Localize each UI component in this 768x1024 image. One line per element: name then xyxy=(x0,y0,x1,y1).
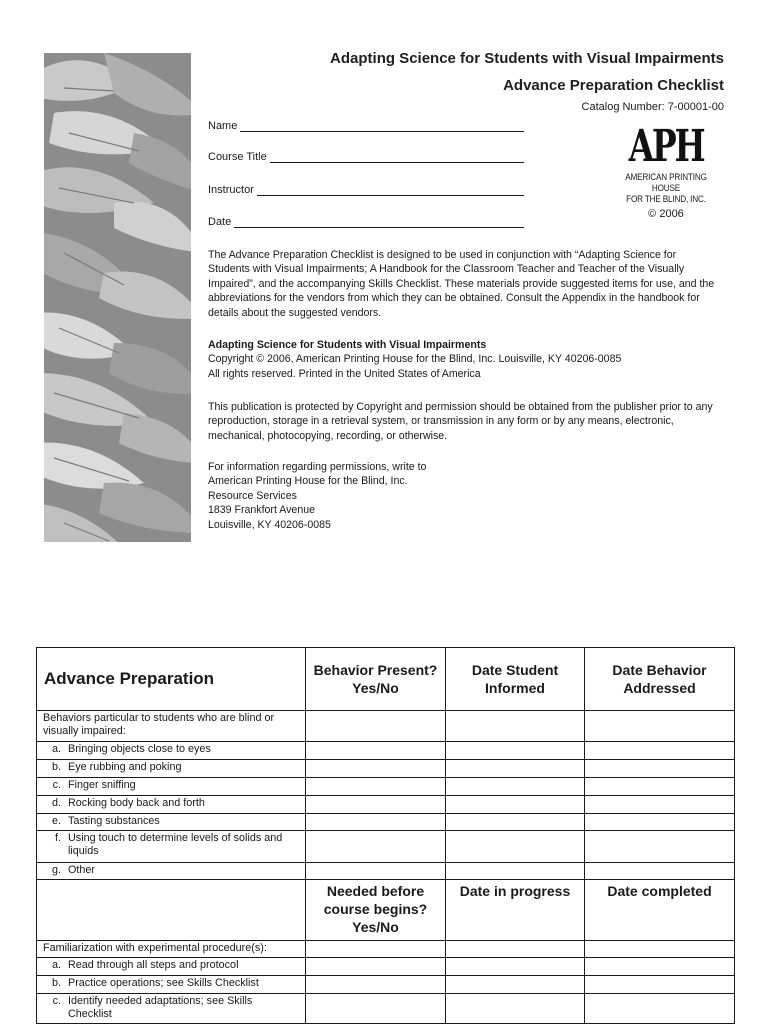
col-date-student-informed: Date Student Informed xyxy=(446,648,585,711)
col-date-in-progress: Date in progress xyxy=(446,880,585,941)
item-text: Rocking body back and forth xyxy=(68,797,205,809)
col-date-completed: Date completed xyxy=(585,880,735,941)
table-row xyxy=(37,994,735,1024)
document-subtitle: Advance Preparation Checklist xyxy=(503,77,724,94)
copyright-block xyxy=(208,338,718,381)
section2-intro: Familiarization with experimental procedure(s): xyxy=(37,941,306,958)
item-cell xyxy=(37,742,306,760)
table-row xyxy=(37,742,735,760)
date-label: Date xyxy=(208,216,232,228)
protection-paragraph: This publication is protected by Copyright and permission should be obtained from the publisher prior to any reproduction, storage in a retrieval system, or transmission in any form or by any means, electronic, mechanical, photocopying, recording, or otherwise. xyxy=(208,401,713,442)
blank-cell xyxy=(37,880,306,941)
table-row xyxy=(37,814,735,831)
cell[interactable] xyxy=(446,863,585,880)
item-cell xyxy=(37,778,306,796)
item-letter: a. xyxy=(51,959,61,971)
item-text: Practice operations; see Skills Checklist xyxy=(68,977,259,989)
item-cell xyxy=(37,814,306,831)
cell[interactable] xyxy=(585,796,735,814)
cell[interactable] xyxy=(585,976,735,994)
course-title-field[interactable] xyxy=(208,151,524,163)
cell[interactable] xyxy=(446,760,585,778)
cell[interactable] xyxy=(306,863,446,880)
date-field[interactable] xyxy=(208,216,524,228)
section1-intro: Behaviors particular to students who are blind or visually impaired: xyxy=(37,711,306,742)
copyright-line: Copyright © 2006, American Printing House for the Blind, Inc. Louisville, KY 40206-0085 xyxy=(208,353,622,366)
item-text: Other xyxy=(68,864,96,876)
item-cell xyxy=(37,831,306,863)
cell[interactable] xyxy=(585,711,735,742)
item-text: Bringing objects close to eyes xyxy=(68,743,211,755)
cell[interactable] xyxy=(446,958,585,976)
item-letter: d. xyxy=(51,797,61,809)
cell[interactable] xyxy=(446,831,585,863)
intro-paragraph: The Advance Preparation Checklist is designed to be used in conjunction with “Adapting Science for Students with Visual Impairments; A Handbook for the Classroom Teacher and Teacher of the Visually Impaired”, and the accompanying Skills Checklist. These materials provide suggested items for use, and the abbreviations for the vendors from which they can be obtained. Consult the Appendix in the handbook for details about the suggested vendors. xyxy=(208,249,715,319)
permissions-line: For information regarding permissions, write to xyxy=(208,461,427,473)
cell[interactable] xyxy=(306,796,446,814)
street-address: 1839 Frankfort Avenue xyxy=(208,504,315,517)
permissions-block xyxy=(208,460,718,532)
cell[interactable] xyxy=(306,994,446,1024)
aph-org-line1: AMERICAN PRINTING HOUSE xyxy=(625,172,707,194)
cell[interactable] xyxy=(585,941,735,958)
table-heading: Advance Preparation xyxy=(37,648,306,711)
cell[interactable] xyxy=(446,814,585,831)
document-title: Adapting Science for Students with Visual Impairments xyxy=(330,50,724,67)
date-line[interactable] xyxy=(234,217,524,228)
cell[interactable] xyxy=(306,941,446,958)
instructor-field[interactable] xyxy=(208,184,524,196)
item-cell xyxy=(37,796,306,814)
item-letter: c. xyxy=(52,995,61,1007)
department: Resource Services xyxy=(208,489,297,502)
aph-logo xyxy=(604,122,728,220)
item-letter: b. xyxy=(51,977,61,989)
cell[interactable] xyxy=(306,976,446,994)
checklist-table xyxy=(36,647,735,1024)
col-needed-before-course: Needed before course begins? Yes/No xyxy=(306,880,446,941)
table-row xyxy=(37,831,735,863)
cell[interactable] xyxy=(585,958,735,976)
table-row xyxy=(37,941,735,958)
item-cell xyxy=(37,976,306,994)
table-row xyxy=(37,711,735,742)
cell[interactable] xyxy=(585,814,735,831)
cell[interactable] xyxy=(306,778,446,796)
instructor-label: Instructor xyxy=(208,184,254,196)
rights-line: All rights reserved. Printed in the United States of America xyxy=(208,367,481,380)
cell[interactable] xyxy=(585,863,735,880)
copyright-title: Adapting Science for Students with Visual Impairments xyxy=(208,339,487,351)
instructor-line[interactable] xyxy=(257,185,524,196)
table-row xyxy=(37,863,735,880)
cell[interactable] xyxy=(306,958,446,976)
item-letter: c. xyxy=(52,779,61,791)
publisher-name: American Printing House for the Blind, Inc. xyxy=(208,475,408,488)
table-header-row xyxy=(37,648,735,711)
cell[interactable] xyxy=(446,742,585,760)
cell[interactable] xyxy=(306,814,446,831)
table-row xyxy=(37,976,735,994)
item-letter: e. xyxy=(51,815,61,827)
cell[interactable] xyxy=(306,711,446,742)
cell[interactable] xyxy=(446,778,585,796)
cell[interactable] xyxy=(585,778,735,796)
aph-org-line2: FOR THE BLIND, INC. xyxy=(626,194,706,205)
cell[interactable] xyxy=(306,831,446,863)
section2-header-row xyxy=(37,880,735,941)
item-text: Read through all steps and protocol xyxy=(68,959,239,971)
cell[interactable] xyxy=(585,831,735,863)
cell[interactable] xyxy=(306,760,446,778)
table-row xyxy=(37,796,735,814)
table-row xyxy=(37,958,735,976)
item-text: Finger sniffing xyxy=(68,779,136,791)
item-cell xyxy=(37,863,306,880)
catalog-number: Catalog Number: 7-00001-00 xyxy=(581,101,724,113)
item-text: Identify needed adaptations; see Skills Checklist xyxy=(68,995,253,1020)
course-title-label: Course Title xyxy=(208,151,267,163)
cell[interactable] xyxy=(585,742,735,760)
item-letter: a. xyxy=(51,743,61,755)
cell[interactable] xyxy=(446,941,585,958)
item-cell xyxy=(37,958,306,976)
item-letter: f. xyxy=(55,832,61,844)
cell[interactable] xyxy=(306,742,446,760)
copyright-year: © 2006 xyxy=(648,208,684,220)
name-field[interactable] xyxy=(208,120,524,132)
cell[interactable] xyxy=(446,994,585,1024)
city-address: Louisville, KY 40206-0085 xyxy=(208,518,331,531)
table-row xyxy=(37,760,735,778)
course-title-line[interactable] xyxy=(270,152,524,163)
name-line[interactable] xyxy=(240,121,524,132)
cell[interactable] xyxy=(446,976,585,994)
item-cell xyxy=(37,994,306,1024)
aph-logo-mark: APH xyxy=(628,121,704,172)
cell[interactable] xyxy=(446,796,585,814)
item-letter: g. xyxy=(51,864,61,876)
leaf-photo xyxy=(44,53,191,542)
col-behavior-present: Behavior Present? Yes/No xyxy=(306,648,446,711)
name-label: Name xyxy=(208,120,238,132)
cell[interactable] xyxy=(446,711,585,742)
item-text: Tasting substances xyxy=(68,815,160,827)
table-row xyxy=(37,778,735,796)
item-text: Eye rubbing and poking xyxy=(68,761,182,773)
cell[interactable] xyxy=(585,760,735,778)
item-letter: b. xyxy=(51,761,61,773)
col-date-behavior-addressed: Date Behavior Addressed xyxy=(585,648,735,711)
cell[interactable] xyxy=(585,994,735,1024)
item-text: Using touch to determine levels of solids and liquids xyxy=(68,832,283,857)
item-cell xyxy=(37,760,306,778)
